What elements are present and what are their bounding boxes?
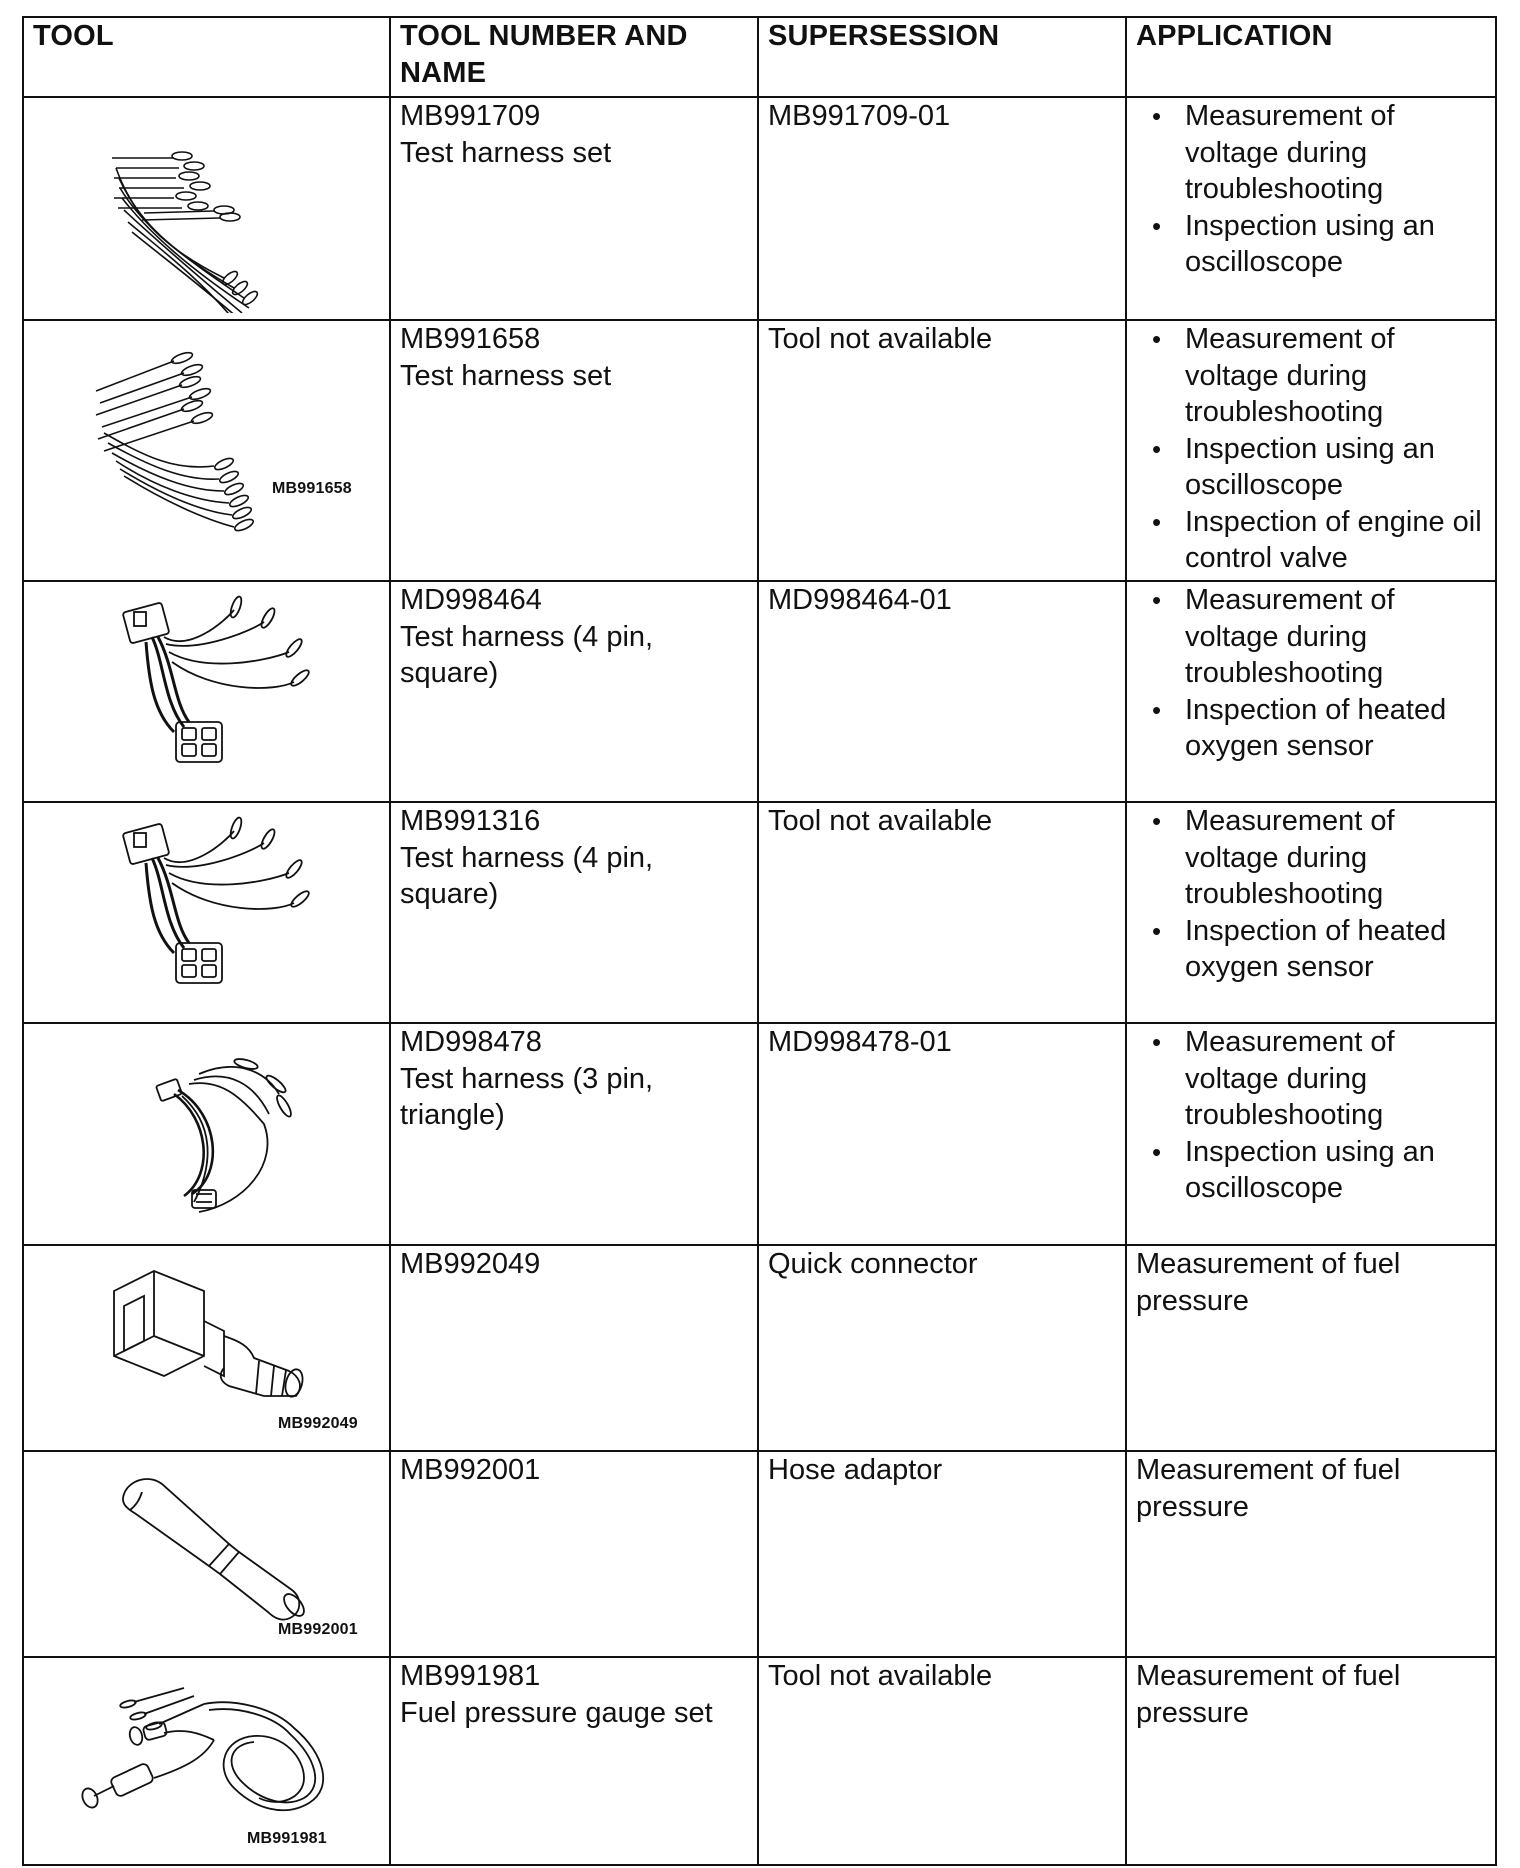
tool-number-name-cell [390, 1245, 758, 1451]
header-supersession: SUPERSESSION [758, 17, 1126, 97]
list-item: • Inspection using an oscilloscope [1152, 1134, 1495, 1207]
application-text: Measurement of fuel pressure [1136, 1660, 1401, 1729]
table-row [23, 1023, 1496, 1245]
application-cell [1126, 1657, 1496, 1865]
tool-image-cell [23, 802, 390, 1023]
supersession-cell [758, 1245, 1126, 1451]
tool-number: MB991709 [400, 100, 541, 132]
application-list [1136, 321, 1495, 577]
tool-number: MB991316 [400, 805, 541, 837]
tool-image-cell [23, 1245, 390, 1451]
tool-image-caption: MB991981 [247, 1830, 327, 1847]
list-item: • Measurement of voltage during troubleshooting [1152, 98, 1495, 208]
supersession-value: Hose adaptor [768, 1454, 943, 1486]
tool-name: Test harness set [400, 136, 612, 169]
supersession-value: Tool not available [768, 323, 993, 355]
application-cell [1126, 1023, 1496, 1245]
application-list [1136, 98, 1495, 281]
tool-image-cell [23, 1451, 390, 1657]
tool-number-name-cell [390, 802, 758, 1023]
table-row [23, 1657, 1496, 1865]
tool-image-cell [23, 1023, 390, 1245]
application-cell [1126, 581, 1496, 802]
list-item: • Measurement of voltage during troubleshooting [1152, 321, 1495, 431]
list-item: • Measurement of voltage during troubleshooting [1152, 582, 1495, 692]
supersession-cell [758, 802, 1126, 1023]
fuel-pressure-gauge-set-illustration [24, 1658, 384, 1858]
tool-number: MD998464 [400, 584, 542, 616]
list-item: • Measurement of voltage during troubleshooting [1152, 1024, 1495, 1134]
supersession-cell [758, 1023, 1126, 1245]
tool-number-name-cell [390, 97, 758, 320]
special-tools-table [22, 16, 1497, 1866]
application-list [1136, 803, 1495, 986]
square-connector-harness-illustration [24, 803, 384, 1018]
tool-name: Fuel pressure gauge set [400, 1696, 713, 1729]
list-item: • Inspection using an oscilloscope [1152, 208, 1495, 281]
list-item: • Inspection of heated oxygen sensor [1152, 913, 1495, 986]
tool-name: Test harness set [400, 359, 612, 392]
list-item: • Inspection of heated oxygen sensor [1152, 692, 1495, 765]
supersession-cell [758, 320, 1126, 581]
table-row [23, 320, 1496, 581]
application-cell [1126, 97, 1496, 320]
tool-image-cell [23, 97, 390, 320]
application-cell [1126, 1451, 1496, 1657]
list-item: • Measurement of voltage during troubleshooting [1152, 803, 1495, 913]
supersession-cell [758, 97, 1126, 320]
table-row [23, 97, 1496, 320]
supersession-value: MB991709-01 [768, 100, 951, 132]
application-cell [1126, 320, 1496, 581]
supersession-value: Quick connector [768, 1248, 978, 1280]
header-tool-number-and-name: TOOL NUMBER AND NAME [390, 17, 758, 97]
supersession-value: MD998478-01 [768, 1026, 952, 1058]
tool-image-caption: MB991658 [272, 480, 352, 497]
supersession-cell [758, 1657, 1126, 1865]
square-connector-harness-illustration [24, 582, 384, 797]
tool-name: Test harness (4 pin, square) [400, 841, 654, 910]
tool-number: MB992049 [400, 1248, 541, 1280]
tool-number: MB991658 [400, 323, 541, 355]
upper-clips [112, 152, 240, 221]
tool-number-name-cell [390, 320, 758, 581]
tool-number: MD998478 [400, 1026, 542, 1058]
table-row [23, 1245, 1496, 1451]
table-row [23, 802, 1496, 1023]
test-harness-set-illustration [24, 321, 384, 576]
tool-number-name-cell [390, 1023, 758, 1245]
application-cell [1126, 802, 1496, 1023]
tool-number-name-cell [390, 1451, 758, 1657]
application-text: Measurement of fuel pressure [1136, 1454, 1401, 1523]
tool-name: Test harness (3 pin, triangle) [400, 1062, 654, 1131]
application-cell [1126, 1245, 1496, 1451]
tool-image-caption: MB992001 [278, 1621, 358, 1638]
supersession-value: Tool not available [768, 1660, 993, 1692]
table-row [23, 1451, 1496, 1657]
tool-image-cell [23, 581, 390, 802]
wires [116, 168, 252, 313]
tool-number: MB991981 [400, 1660, 541, 1692]
tool-name: Test harness (4 pin, square) [400, 620, 654, 689]
tool-number: MB992001 [400, 1454, 541, 1486]
supersession-cell [758, 1451, 1126, 1657]
supersession-cell [758, 581, 1126, 802]
application-text: Measurement of fuel pressure [1136, 1248, 1401, 1317]
list-item: • Inspection of engine oil control valve [1152, 504, 1495, 577]
header-tool: TOOL [23, 17, 390, 97]
test-harness-set-illustration [24, 98, 384, 313]
tool-image-cell [23, 1657, 390, 1865]
tool-image-cell [23, 320, 390, 581]
application-list [1136, 1024, 1495, 1207]
header-row [23, 17, 1496, 97]
header-application: APPLICATION [1126, 17, 1496, 97]
supersession-value: Tool not available [768, 805, 993, 837]
triangle-connector-harness-illustration [24, 1024, 384, 1239]
table-row [23, 581, 1496, 802]
tool-number-name-cell [390, 581, 758, 802]
supersession-value: MD998464-01 [768, 584, 952, 616]
list-item: • Inspection using an oscilloscope [1152, 431, 1495, 504]
application-list [1136, 582, 1495, 765]
tool-image-caption: MB992049 [278, 1415, 358, 1432]
tool-number-name-cell [390, 1657, 758, 1865]
